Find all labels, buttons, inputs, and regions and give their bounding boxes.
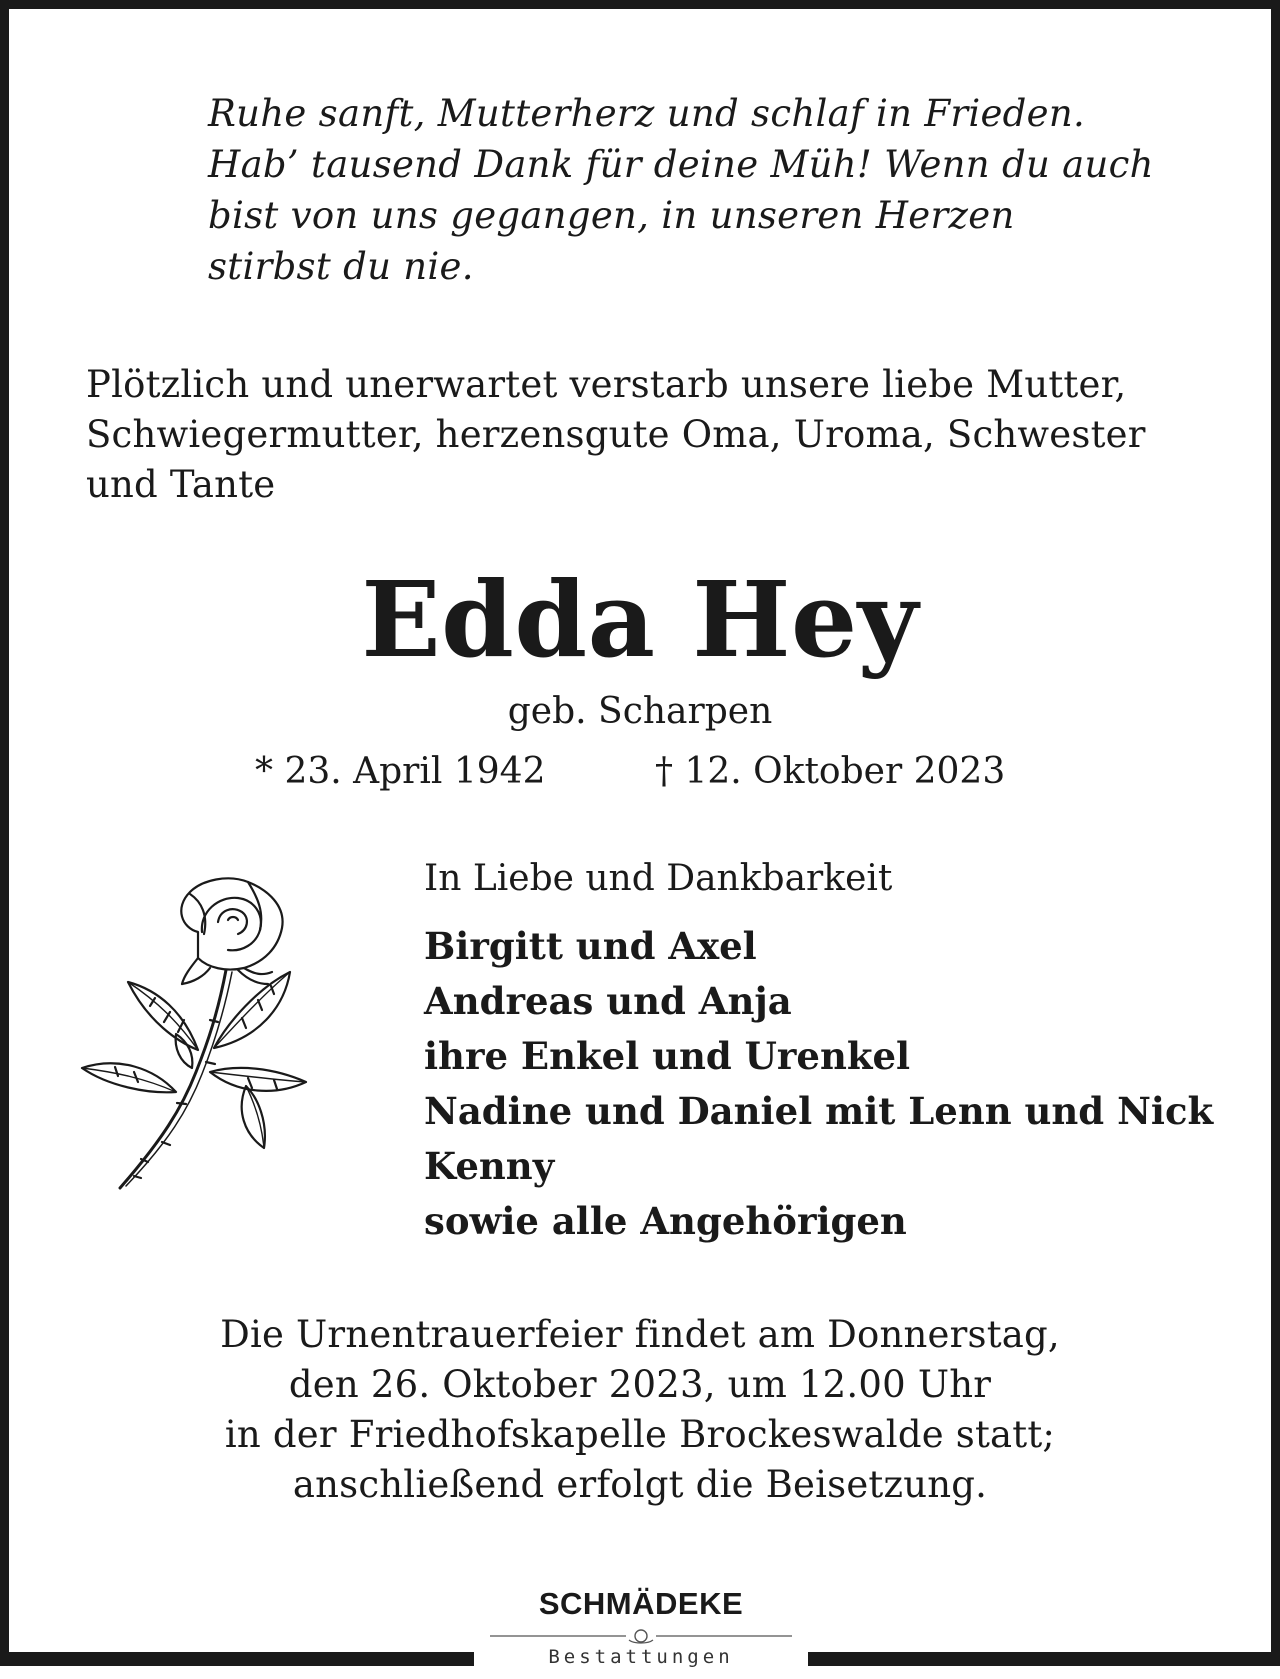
- announcement-line: Schwiegermutter, herzensgute Oma, Uroma, Schwester: [86, 413, 1146, 456]
- funeral-home-subtitle: Bestattungen: [548, 1646, 734, 1668]
- death-date: † 12. Oktober 2023: [655, 751, 1006, 792]
- mourner-name: Kenny: [424, 1144, 555, 1188]
- announcement-line: Plötzlich und unerwartet verstarb unsere liebe Mutter,: [86, 363, 1127, 406]
- mourner-name: Nadine und Daniel mit Lenn und Nick: [424, 1089, 1214, 1133]
- birth-date: * 23. April 1942: [255, 751, 546, 792]
- ornament-divider-icon: [486, 1627, 796, 1645]
- mourner-name: Birgitt und Axel: [424, 924, 757, 968]
- death-announcement: [86, 360, 1206, 510]
- rose-icon: [78, 872, 358, 1192]
- birth-name: geb. Scharpen: [507, 691, 773, 732]
- life-dates: [255, 748, 1155, 796]
- funeral-home-logo: [474, 1585, 808, 1679]
- mourners-heading: In Liebe und Dankbarkeit: [424, 858, 893, 899]
- service-line: Die Urnentrauerfeier findet am Donnerstag,: [220, 1313, 1060, 1356]
- deceased-name: Edda Hey: [361, 558, 919, 681]
- service-details: [0, 1310, 1280, 1510]
- funeral-home-name: SCHMÄDEKE: [538, 1586, 744, 1621]
- mourner-name: ihre Enkel und Urenkel: [424, 1034, 911, 1078]
- border-bottom-left: [0, 1652, 474, 1666]
- service-line: anschließend erfolgt die Beisetzung.: [292, 1463, 988, 1506]
- mourner-name: Andreas und Anja: [424, 979, 792, 1023]
- service-line: in der Friedhofskapelle Brockeswalde statt;: [224, 1413, 1056, 1456]
- verse-line: Ruhe sanft, Mutterherz und schlaf in Frieden.: [208, 92, 1086, 135]
- verse-line: Hab’ tausend Dank für deine Müh! Wenn du auch: [208, 143, 1154, 186]
- memorial-verse: [208, 88, 1208, 292]
- mourners-block: [424, 855, 1244, 1249]
- verse-line: stirbst du nie.: [208, 245, 474, 288]
- mourner-name: sowie alle Angehörigen: [424, 1199, 907, 1243]
- border-bottom-right: [808, 1652, 1280, 1666]
- announcement-line: und Tante: [86, 463, 276, 506]
- service-line: den 26. Oktober 2023, um 12.00 Uhr: [288, 1363, 992, 1406]
- verse-line: bist von uns gegangen, in unseren Herzen: [208, 194, 1015, 237]
